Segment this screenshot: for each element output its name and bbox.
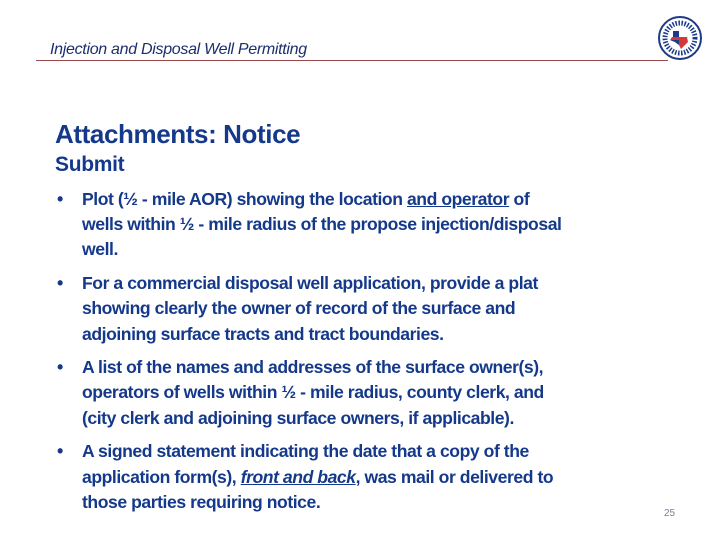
header-title: Injection and Disposal Well Permitting bbox=[50, 41, 307, 58]
bullet-item bbox=[57, 355, 561, 431]
bullet-dot: • bbox=[57, 189, 64, 209]
bullet-dot: • bbox=[57, 357, 64, 378]
bullet-line bbox=[82, 465, 561, 490]
bullet-item bbox=[57, 439, 561, 515]
bullet-line: well. bbox=[82, 239, 118, 260]
text-segment: of bbox=[509, 189, 530, 209]
underlined-italic-text: front and back bbox=[240, 466, 356, 487]
bullet-item bbox=[57, 187, 561, 263]
rrc-seal-logo bbox=[658, 16, 702, 60]
page-number: 25 bbox=[664, 508, 676, 519]
text-segment: , was mail or delivered to bbox=[355, 466, 554, 487]
bullet-line bbox=[82, 187, 561, 212]
bullet-dot: • bbox=[57, 441, 64, 462]
underlined-text: and operator bbox=[406, 189, 510, 209]
bullet-item bbox=[57, 271, 561, 347]
text-segment: application form(s), bbox=[82, 466, 241, 487]
bullet-line: showing clearly the owner of record of the surface and bbox=[82, 298, 516, 319]
bullet-list bbox=[57, 187, 561, 523]
slide-title: Attachments: Notice bbox=[55, 119, 301, 149]
bullet-dot: • bbox=[57, 273, 64, 294]
bullet-line: operators of wells within ½ - mile radius, county clerk, and bbox=[82, 382, 544, 403]
slide-subtitle: Submit bbox=[55, 153, 125, 176]
bullet-line: A list of the names and addresses of the surface owner(s), bbox=[82, 357, 544, 378]
bullet-line: those parties requiring notice. bbox=[82, 491, 321, 512]
text-segment: Plot (½ - mile AOR) showing the location bbox=[82, 189, 407, 209]
bullet-line: (city clerk and adjoining surface owners, if applicable). bbox=[82, 407, 514, 428]
bullet-line: wells within ½ - mile radius of the propose injection/disposal bbox=[82, 214, 562, 235]
bullet-line: A signed statement indicating the date that a copy of the bbox=[82, 441, 529, 462]
bullet-line: For a commercial disposal well application, provide a plat bbox=[82, 273, 538, 294]
bullet-line: adjoining surface tracts and tract boundaries. bbox=[82, 323, 444, 344]
header-divider bbox=[36, 60, 668, 61]
